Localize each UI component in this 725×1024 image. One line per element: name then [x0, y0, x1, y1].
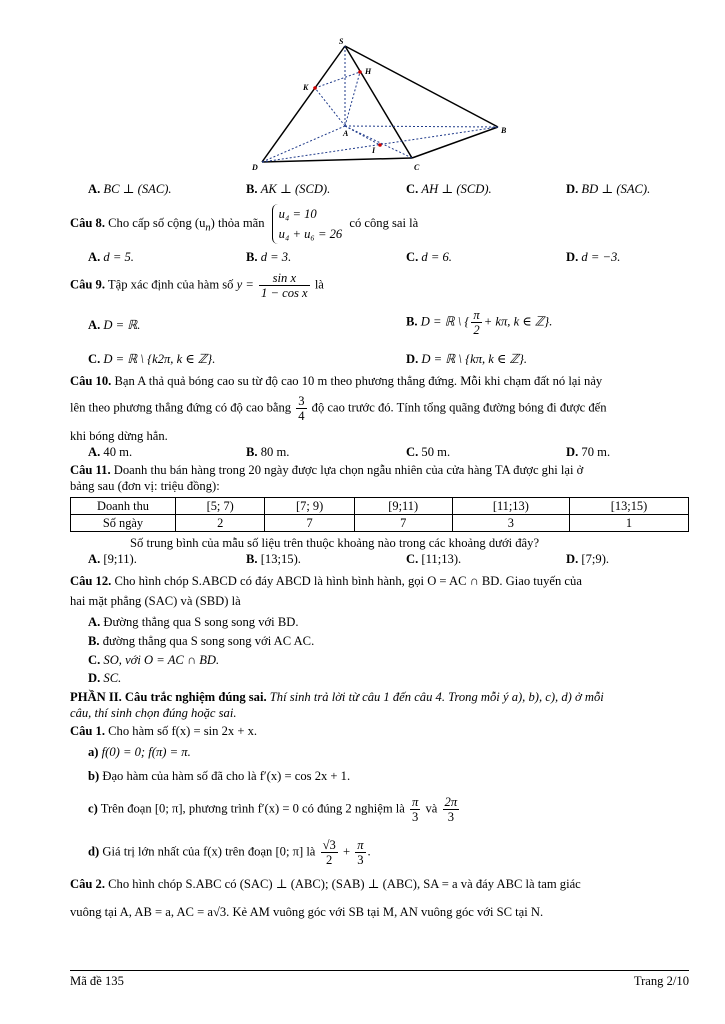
option-letter: C.	[406, 182, 419, 196]
option-text: [13;15).	[260, 552, 301, 566]
item-label: d)	[88, 844, 100, 859]
q10-line1	[70, 374, 602, 389]
table-cell: [7; 9)	[265, 498, 354, 515]
q11-line2	[70, 479, 220, 494]
q11-text-line2: bảng sau (đơn vị: triệu đồng):	[70, 479, 220, 493]
option-text: AH ⊥ (SCD).	[421, 182, 492, 196]
p2q2-text-line2: vuông tại A, AB = a, AC = a√3. Kẻ AM vuông góc với SB tại M, AN vuông góc với SC tại N.	[70, 905, 544, 919]
q9-after: là	[314, 277, 324, 292]
option-text: d = 6.	[421, 250, 452, 264]
option-text: 50 m.	[421, 445, 451, 459]
option-letter: C.	[406, 250, 419, 264]
q9-stem	[70, 271, 324, 300]
footer-exam-code: Mã đề 135	[70, 974, 124, 988]
option-text: D = ℝ \ {kπ, k ∈ ℤ}.	[421, 352, 528, 366]
part2-instruction-line1: Thí sinh trả lời từ câu 1 đến câu 4. Trong mỗi ý a), b), c), d) ở mỗi	[269, 690, 604, 704]
label-I: I	[372, 146, 376, 155]
question-label: Câu 10.	[70, 374, 112, 388]
point-I	[378, 143, 382, 147]
q8-option-d	[566, 250, 620, 265]
q8-text-after: có công sai là	[349, 215, 419, 230]
item-label: b)	[88, 769, 100, 783]
table-row	[71, 498, 689, 515]
option-letter: C.	[88, 352, 101, 366]
q10-option-b	[246, 445, 289, 460]
item-and: và	[425, 801, 438, 816]
option-letter: D.	[566, 552, 579, 566]
q9-fraction	[259, 271, 310, 300]
option-text: D = ℝ \ {k2π, k ∈ ℤ}.	[103, 352, 216, 366]
fraction-numerator: 3	[298, 394, 305, 408]
q11-option-d	[566, 552, 609, 567]
q10-option-a	[88, 445, 132, 460]
pyramid-figure	[245, 32, 515, 172]
q10-text-line1: Bạn A thả quả bóng cao su từ độ cao 10 m theo phương thẳng đứng. Mỗi khi chạm đất nó lại nảy	[114, 374, 603, 388]
p2q2-text-line1: Cho hình chóp S.ABC có (SAC) ⊥ (ABC); (SAB) ⊥ (ABC), SA = a và đáy ABC là tam giác	[108, 877, 581, 891]
option-text: BC ⊥ (SAC).	[103, 182, 172, 196]
q7-option-d	[566, 181, 650, 197]
item-label: c)	[88, 801, 98, 816]
item-plus: +	[342, 844, 351, 859]
q9-option-c	[88, 351, 215, 367]
option-text-post: + kπ, k ∈ ℤ}.	[483, 314, 553, 329]
q11-text-line1: Doanh thu bán hàng trong 20 ngày được lựa chọn ngẫu nhiên của cửa hàng TA được ghi lại ở	[113, 463, 584, 477]
q11-table	[70, 497, 689, 532]
fraction-denominator: 3	[447, 810, 454, 824]
p2q1-stem	[70, 724, 257, 739]
fraction-denominator: 3	[412, 810, 419, 824]
option-letter: C.	[88, 653, 101, 667]
table-cell: 3	[452, 515, 569, 532]
p2q1-item-c	[88, 795, 461, 824]
option-letter: A.	[88, 182, 101, 196]
q11-question-text: Số trung bình của mẫu số liệu trên thuộc khoảng nào trong các khoảng dưới đây?	[130, 536, 540, 550]
option-text: D = ℝ.	[103, 318, 141, 332]
q10-text-line2-post: độ cao trước đó. Tính tổng quãng đường bóng đi được đến	[311, 400, 607, 415]
edge-AB	[345, 126, 498, 127]
option-text: đường thẳng qua S song song với AC AC.	[102, 634, 315, 648]
q9-option-b	[406, 308, 552, 337]
item-text: Giá trị lớn nhất của f(x) trên đoạn [0; π] là	[102, 844, 316, 859]
option-letter: A.	[88, 552, 101, 566]
table-cell: [5; 7)	[176, 498, 265, 515]
option-letter: B.	[246, 250, 258, 264]
option-text: BD ⊥ (SAC).	[581, 182, 651, 196]
p2q1-text: Cho hàm số f(x) = sin 2x + x.	[108, 724, 258, 738]
q9-option-d	[406, 351, 527, 367]
table-cell: Doanh thu	[71, 498, 176, 515]
option-letter: B.	[246, 445, 258, 459]
question-label: Câu 1.	[70, 724, 105, 738]
q12-text-line2: hai mặt phẳng (SAC) và (SBD) là	[70, 594, 241, 608]
option-letter: C.	[406, 445, 419, 459]
q7-option-a	[88, 181, 172, 197]
table-cell: [9;11)	[354, 498, 452, 515]
item-text: Trên đoạn [0; π], phương trình f′(x) = 0 có đúng 2 nghiệm là	[100, 801, 405, 816]
item-text: f(0) = 0; f(π) = π.	[101, 745, 191, 759]
q10-line2	[70, 394, 607, 423]
q9-text: Tập xác định của hàm số	[107, 277, 234, 292]
q11-line1	[70, 463, 583, 478]
option-text: Đường thẳng qua S song song với BD.	[103, 615, 299, 629]
question-label: Câu 8.	[70, 215, 105, 230]
label-A: A	[343, 129, 349, 138]
label-S: S	[339, 37, 344, 46]
option-letter: D.	[566, 445, 579, 459]
part2-instruction-2	[70, 706, 237, 721]
fraction-numerator: π	[412, 795, 419, 809]
option-text: AK ⊥ (SCD).	[260, 182, 331, 196]
option-letter: D.	[406, 352, 419, 366]
option-letter: B.	[246, 182, 258, 196]
edge-SD	[262, 46, 345, 162]
q11-option-b	[246, 552, 301, 567]
q8-eq2: u₄ + u₆ = 26	[278, 227, 343, 241]
question-label: Câu 2.	[70, 877, 105, 891]
q11-question	[130, 536, 539, 551]
edge-CB	[412, 127, 498, 158]
item-fraction-2	[443, 795, 460, 824]
q8-option-c	[406, 250, 452, 265]
option-letter: C.	[406, 552, 419, 566]
q12-option-d	[88, 671, 121, 686]
label-C: C	[414, 163, 420, 172]
table-cell: 1	[570, 515, 689, 532]
item-fraction-2	[355, 838, 365, 867]
item-fraction-1	[321, 838, 338, 867]
q7-option-c	[406, 181, 492, 197]
edge-KH	[315, 72, 360, 88]
q12-line1	[70, 574, 582, 589]
option-letter: A.	[88, 615, 101, 629]
q8-system	[272, 204, 343, 244]
option-letter: A.	[88, 445, 101, 459]
footer-divider	[70, 970, 689, 971]
table-cell: 7	[265, 515, 354, 532]
option-text: 80 m.	[260, 445, 290, 459]
q12-option-a	[88, 615, 298, 630]
q9-option-a	[88, 317, 140, 333]
label-K: K	[303, 83, 309, 92]
q12-option-c	[88, 653, 219, 668]
q8-text-before: Cho cấp số cộng (u	[108, 215, 206, 230]
q10-option-d	[566, 445, 610, 460]
q9-y: y =	[236, 277, 254, 292]
q7-option-b	[246, 181, 330, 197]
question-label: Câu 11.	[70, 463, 111, 477]
q12-text-line1: Cho hình chóp S.ABCD có đáy ABCD là hình bình hành, gọi O = AC ∩ BD. Giao tuyến của	[114, 574, 582, 588]
fraction-denominator: 2	[473, 323, 480, 337]
option-letter: A.	[88, 318, 101, 332]
p2q1-item-a	[88, 745, 191, 760]
option-text: 70 m.	[581, 445, 611, 459]
option-text: SC.	[103, 671, 122, 685]
label-D: D	[252, 163, 258, 172]
table-cell: 7	[354, 515, 452, 532]
q8-option-a	[88, 250, 134, 265]
q10-option-c	[406, 445, 450, 460]
fraction-numerator: √3	[322, 838, 336, 852]
fraction-denominator: 2	[326, 853, 333, 867]
p2q1-item-b	[88, 769, 350, 784]
option-text-pre: D = ℝ \ {	[420, 314, 470, 329]
label-H: H	[365, 67, 372, 76]
table-cell: [11;13)	[452, 498, 569, 515]
option-letter: B.	[406, 314, 418, 329]
q10-line3	[70, 429, 168, 444]
item-label: a)	[88, 745, 99, 759]
option-text: [11;13).	[421, 552, 462, 566]
q11-option-a	[88, 552, 137, 567]
question-label: Câu 9.	[70, 277, 105, 292]
option-letter: A.	[88, 250, 101, 264]
table-cell: 2	[176, 515, 265, 532]
option-letter: B.	[88, 634, 100, 648]
p2q2-line1	[70, 876, 581, 892]
fraction-numerator: 2π	[444, 795, 458, 809]
item-text: Đạo hàm của hàm số đã cho là f′(x) = cos 2x + 1.	[102, 769, 351, 783]
fraction-numerator: π	[357, 838, 364, 852]
footer-page-number: Trang 2/10	[633, 974, 689, 988]
edge-DC	[262, 158, 412, 162]
q11-option-c	[406, 552, 461, 567]
option-fraction	[471, 308, 481, 337]
q8-subscript: n	[205, 222, 211, 234]
option-text: 40 m.	[103, 445, 133, 459]
option-text: d = 3.	[260, 250, 292, 264]
option-text: [7;9).	[581, 552, 610, 566]
part2-instruction-line2: câu, thí sinh chọn đúng hoặc sai.	[70, 706, 237, 720]
label-B: B	[501, 126, 507, 135]
table-row	[71, 515, 689, 532]
edge-SB	[345, 46, 498, 127]
q8-option-b	[246, 250, 291, 265]
table-cell: Số ngày	[71, 515, 176, 532]
item-end: .	[367, 844, 371, 859]
q8-eq1: u₄ = 10	[278, 207, 317, 221]
part2-header	[70, 690, 604, 705]
option-letter: B.	[246, 552, 258, 566]
item-fraction-1	[410, 795, 420, 824]
option-text: d = 5.	[103, 250, 134, 264]
p2q1-item-d	[88, 838, 371, 867]
option-letter: D.	[566, 250, 579, 264]
q10-fraction	[296, 394, 306, 423]
question-label: Câu 12.	[70, 574, 112, 588]
option-text: SO, với O = AC ∩ BD.	[103, 653, 220, 667]
q12-line2	[70, 594, 241, 609]
q10-text-line3: khi bóng dừng hẳn.	[70, 429, 168, 443]
point-H	[358, 70, 362, 74]
q8-stem	[70, 204, 418, 244]
option-text: d = −3.	[581, 250, 621, 264]
option-letter: D.	[88, 671, 101, 685]
point-K	[313, 86, 317, 90]
fraction-denominator: 1 − cos x	[261, 286, 308, 300]
option-text: [9;11).	[103, 552, 137, 566]
p2q2-line2	[70, 905, 543, 920]
fraction-numerator: sin x	[259, 271, 310, 286]
option-letter: D.	[566, 182, 579, 196]
edge-AK	[315, 88, 345, 126]
edge-AH	[345, 72, 360, 126]
edge-AI	[345, 126, 380, 145]
part2-title: PHẦN II. Câu trắc nghiệm đúng sai.	[70, 690, 267, 704]
table-cell: [13;15)	[570, 498, 689, 515]
fraction-denominator: 4	[298, 409, 305, 423]
q10-text-line2-pre: lên theo phương thẳng đứng có độ cao bằng	[70, 400, 292, 415]
q12-option-b	[88, 634, 314, 649]
q8-text-mid: ) thỏa mãn	[210, 215, 265, 230]
fraction-denominator: 3	[357, 853, 364, 867]
fraction-numerator: π	[473, 308, 480, 322]
